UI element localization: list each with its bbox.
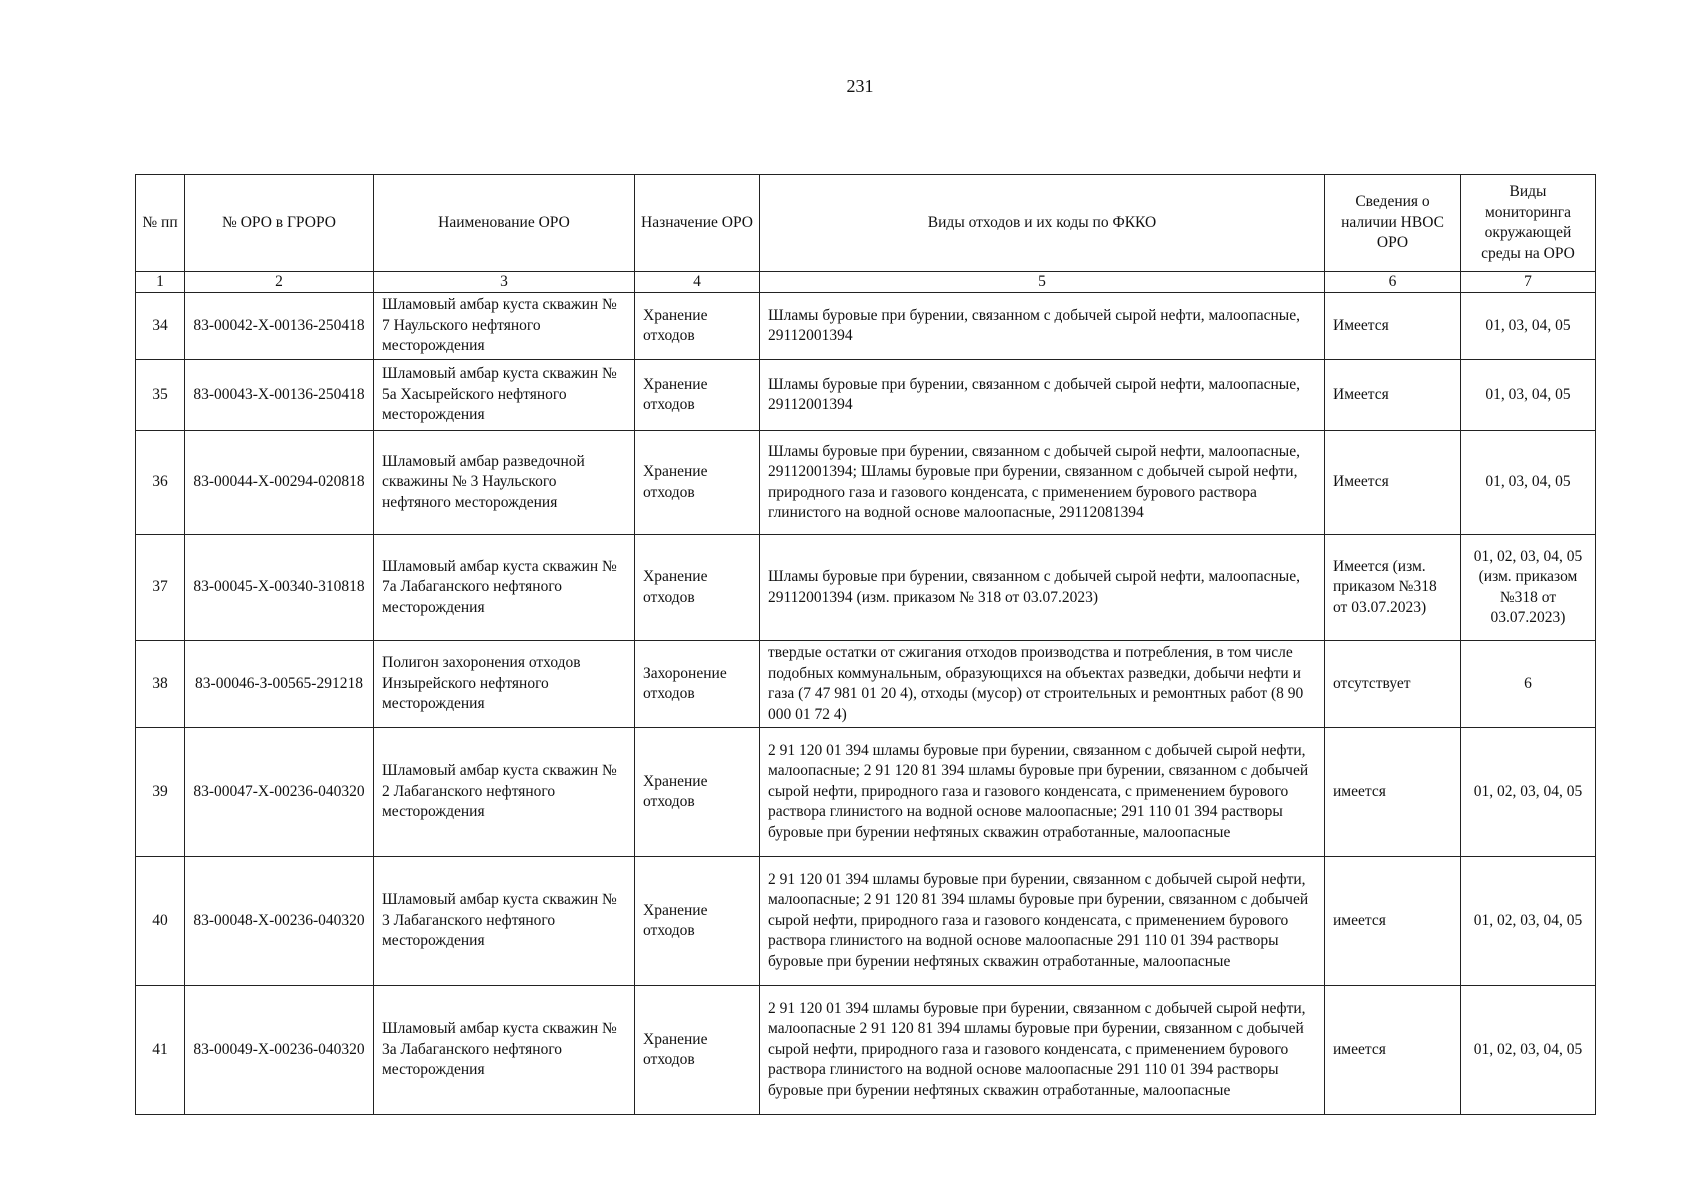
registry-code: 83-00042-Х-00136-250418 <box>185 293 374 360</box>
waste-types: твердые остатки от сжигания отходов производства и потребления, в том числе подобных коммунальным, образующихся на объектах разведки, добычи нефти и газа (7 47 981 01 20 4), отходы (мусор) от строительных и ремонтных работ (8 90 000 01 72 4) <box>760 641 1325 728</box>
nvos-status: Имеется <box>1325 293 1461 360</box>
oro-registry-table <box>135 174 1596 1115</box>
table-row <box>136 857 1596 986</box>
waste-types: 2 91 120 01 394 шламы буровые при бурении, связанном с добычей сырой нефти, малоопасные; 2 91 120 81 394 шламы буровые при бурении, связанном с добычей сырой нефти, природного газа и газового конденсата, с применением бурового раствора глинистого на водной основе малоопасные 291 110 01 394 растворы буровые при бурении нефтяных скважин отработанные, малоопасные <box>760 857 1325 986</box>
object-name: Полигон захоронения отходов Инзырейского нефтяного месторождения <box>374 641 635 728</box>
nvos-status: Имеется <box>1325 431 1461 535</box>
nvos-status: имеется <box>1325 857 1461 986</box>
waste-types: 2 91 120 01 394 шламы буровые при бурении, связанном с добычей сырой нефти, малоопасные; 2 91 120 81 394 шламы буровые при бурении, связанном с добычей сырой нефти, природного газа и газового конденсата, с применением бурового раствора глинистого на водной основе малоопасные; 291 110 01 394 растворы буровые при бурении нефтяных скважин отработанные, малоопасные <box>760 728 1325 857</box>
object-name: Шламовый амбар куста скважин № 5а Хасырейского нефтяного месторождения <box>374 360 635 431</box>
header-monitoring: Виды мониторинга окружающей среды на ОРО <box>1461 175 1596 272</box>
waste-types: Шламы буровые при бурении, связанном с добычей сырой нефти, малоопасные, 29112001394 <box>760 360 1325 431</box>
object-purpose: Хранение отходов <box>635 535 760 641</box>
registry-code: 83-00044-Х-00294-020818 <box>185 431 374 535</box>
object-name: Шламовый амбар куста скважин № 2 Лабаганского нефтяного месторождения <box>374 728 635 857</box>
header-object-name: Наименование ОРО <box>374 175 635 272</box>
nvos-status: имеется <box>1325 986 1461 1115</box>
monitoring-types: 01, 02, 03, 04, 05 <box>1461 857 1596 986</box>
table-row <box>136 535 1596 641</box>
nvos-status: имеется <box>1325 728 1461 857</box>
row-number: 38 <box>136 641 185 728</box>
page-number: 231 <box>846 76 874 96</box>
table-row <box>136 293 1596 360</box>
monitoring-types: 6 <box>1461 641 1596 728</box>
row-number: 34 <box>136 293 185 360</box>
object-purpose: Хранение отходов <box>635 728 760 857</box>
monitoring-types: 01, 03, 04, 05 <box>1461 360 1596 431</box>
table-row <box>136 728 1596 857</box>
waste-types: Шламы буровые при бурении, связанном с добычей сырой нефти, малоопасные, 29112001394 (изм. приказом № 318 от 03.07.2023) <box>760 535 1325 641</box>
monitoring-types: 01, 02, 03, 04, 05 (изм. приказом №318 от 03.07.2023) <box>1461 535 1596 641</box>
header-purpose: Назначение ОРО <box>635 175 760 272</box>
registry-code: 83-00045-Х-00340-310818 <box>185 535 374 641</box>
row-number: 35 <box>136 360 185 431</box>
waste-types: Шламы буровые при бурении, связанном с добычей сырой нефти, малоопасные, 29112001394; Шламы буровые при бурении, связанном с добычей сырой нефти, природного газа и газового конденсата, с применением бурового раствора глинистого на водной основе малоопасные, 29112081394 <box>760 431 1325 535</box>
object-name: Шламовый амбар разведочной скважины № 3 Наульского нефтяного месторождения <box>374 431 635 535</box>
header-registry-code: № ОРО в ГРОРО <box>185 175 374 272</box>
object-purpose: Хранение отходов <box>635 431 760 535</box>
monitoring-types: 01, 02, 03, 04, 05 <box>1461 728 1596 857</box>
waste-types: 2 91 120 01 394 шламы буровые при бурении, связанном с добычей сырой нефти, малоопасные 2 91 120 81 394 шламы буровые при бурении, связанном с добычей сырой нефти, природного газа и газового конденсата, с применением бурового раствора глинистого на водной основе малоопасные 291 110 01 394 растворы буровые при бурении нефтяных скважин отработанные, малоопасные <box>760 986 1325 1115</box>
registry-code: 83-00048-Х-00236-040320 <box>185 857 374 986</box>
object-name: Шламовый амбар куста скважин № 3а Лабаганского нефтяного месторождения <box>374 986 635 1115</box>
header-waste-types: Виды отходов и их коды по ФККО <box>760 175 1325 272</box>
column-number: 4 <box>635 272 760 293</box>
header-nvos: Сведения о наличии НВОС ОРО <box>1325 175 1461 272</box>
table-row <box>136 986 1596 1115</box>
table-row <box>136 641 1596 728</box>
table-row <box>136 360 1596 431</box>
column-number-row <box>136 272 1596 293</box>
column-number: 3 <box>374 272 635 293</box>
column-number: 7 <box>1461 272 1596 293</box>
row-number: 37 <box>136 535 185 641</box>
row-number: 39 <box>136 728 185 857</box>
monitoring-types: 01, 03, 04, 05 <box>1461 431 1596 535</box>
object-purpose: Хранение отходов <box>635 986 760 1115</box>
object-purpose: Захоронение отходов <box>635 641 760 728</box>
nvos-status: Имеется (изм. приказом №318 от 03.07.2023) <box>1325 535 1461 641</box>
table-header-row <box>136 175 1596 272</box>
object-purpose: Хранение отходов <box>635 293 760 360</box>
registry-code: 83-00047-Х-00236-040320 <box>185 728 374 857</box>
row-number: 40 <box>136 857 185 986</box>
registry-code: 83-00043-Х-00136-250418 <box>185 360 374 431</box>
object-purpose: Хранение отходов <box>635 857 760 986</box>
nvos-status: Имеется <box>1325 360 1461 431</box>
header-row-number: № пп <box>136 175 185 272</box>
object-purpose: Хранение отходов <box>635 360 760 431</box>
row-number: 41 <box>136 986 185 1115</box>
object-name: Шламовый амбар куста скважин № 7а Лабаганского нефтяного месторождения <box>374 535 635 641</box>
row-number: 36 <box>136 431 185 535</box>
table-row <box>136 431 1596 535</box>
nvos-status: отсутствует <box>1325 641 1461 728</box>
object-name: Шламовый амбар куста скважин № 3 Лабаганского нефтяного месторождения <box>374 857 635 986</box>
column-number: 5 <box>760 272 1325 293</box>
object-name: Шламовый амбар куста скважин № 7 Наульского нефтяного месторождения <box>374 293 635 360</box>
column-number: 6 <box>1325 272 1461 293</box>
registry-code: 83-00046-З-00565-291218 <box>185 641 374 728</box>
waste-types: Шламы буровые при бурении, связанном с добычей сырой нефти, малоопасные, 29112001394 <box>760 293 1325 360</box>
column-number: 2 <box>185 272 374 293</box>
monitoring-types: 01, 03, 04, 05 <box>1461 293 1596 360</box>
registry-code: 83-00049-Х-00236-040320 <box>185 986 374 1115</box>
monitoring-types: 01, 02, 03, 04, 05 <box>1461 986 1596 1115</box>
column-number: 1 <box>136 272 185 293</box>
